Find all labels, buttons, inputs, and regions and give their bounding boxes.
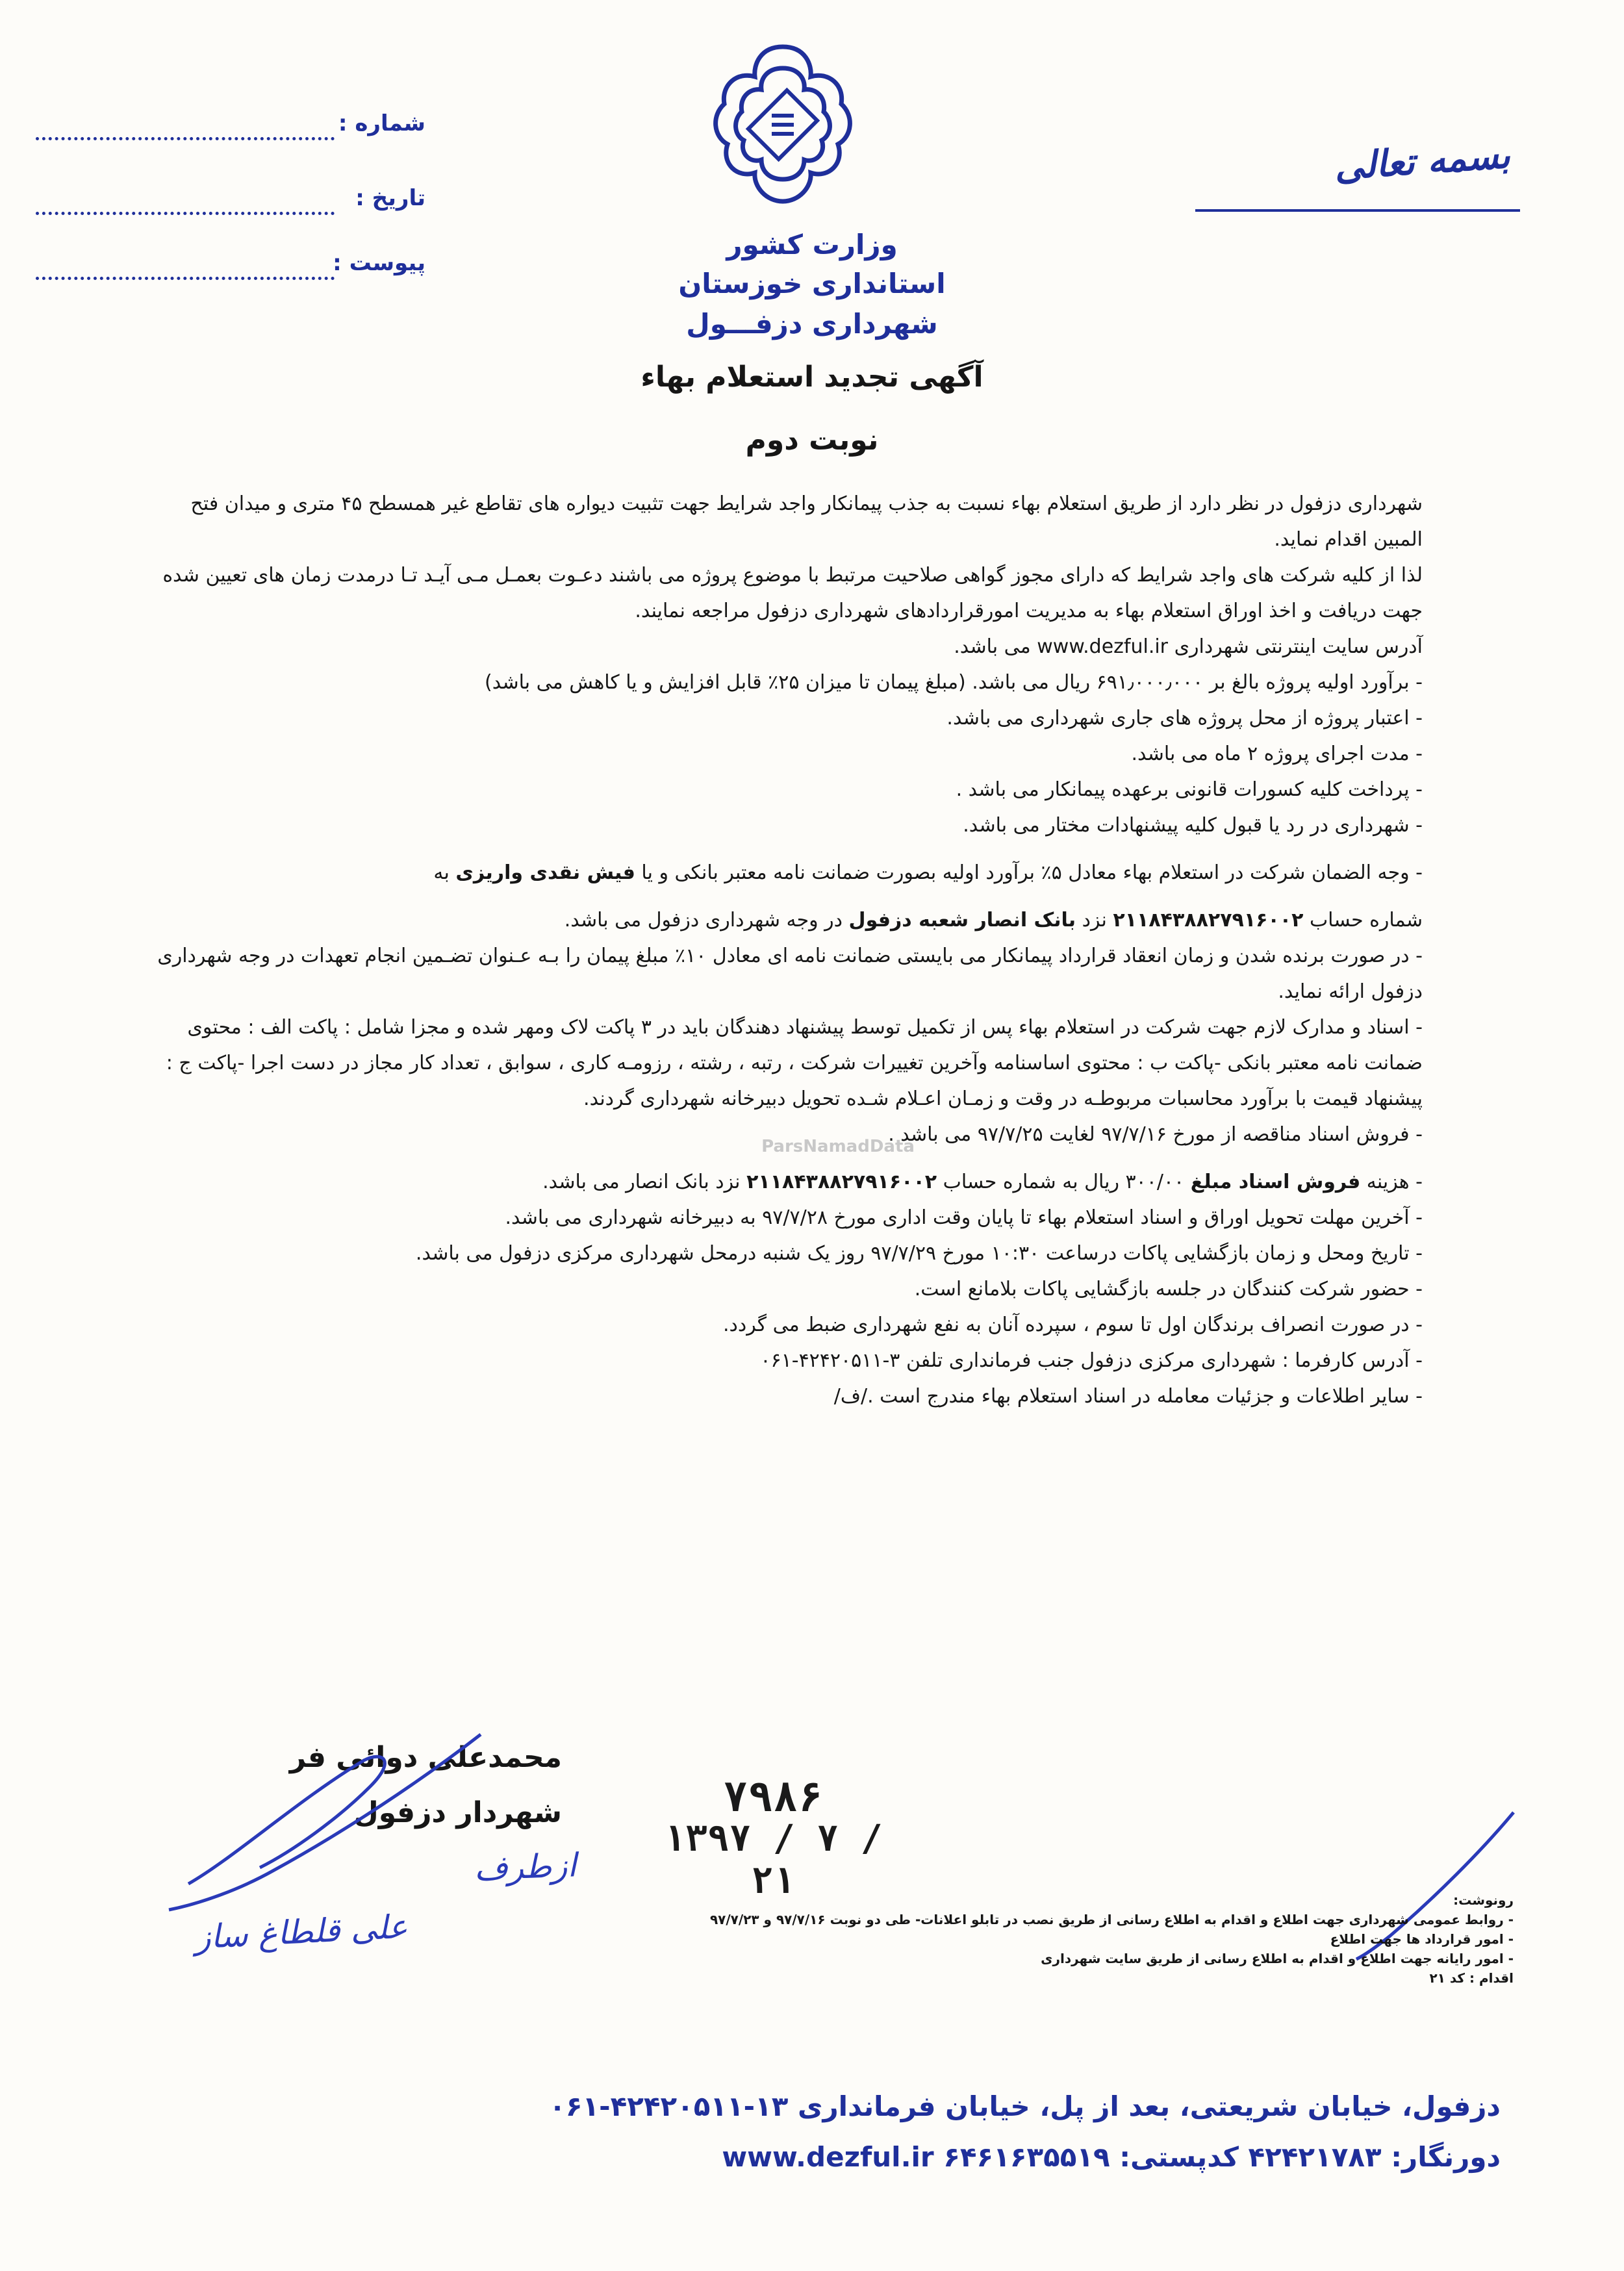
notice-body: [149, 486, 1423, 1414]
date-dots: [36, 212, 335, 215]
fee-amount: ۳۰۰/۰۰ ریال به شماره حساب: [943, 1171, 1185, 1193]
registration-number: ۷۹۸۶: [722, 1773, 824, 1821]
footer-fax-postal: دورنگار: ۴۲۴۲۱۷۸۳ کدپستی: ۶۴۶۱۶۳۵۵۱۹ www.dezful.ir: [722, 2141, 1501, 2173]
cc-it: - امور رایانه جهت اطلاع و اقدام به اطلاع رسانی از طریق سایت شهرداری: [1041, 1951, 1514, 1966]
cc-action-code: اقدام : کد ۲۱: [1429, 1970, 1514, 1986]
bullet-fee: [149, 1164, 1423, 1200]
guarantee-text: - وجه الضمان شرکت در استعلام بهاء معادل ۵٪ برآورد اولیه بصورت ضمانت نامه معتبر بانکی و یا: [641, 861, 1423, 884]
attachment-label: پیوست :: [333, 250, 425, 276]
signatory-title: شهردار دزفول: [353, 1796, 562, 1829]
attachment-dots: [36, 277, 335, 280]
bullet-guarantee: [149, 855, 1423, 891]
bullet-employer-address: - آدرس کارفرما : شهرداری مرکزی دزفول جنب فرمانداری تلفن ۳-۴۲۴۲۰۵۱۱-۰۶۱: [760, 1349, 1423, 1372]
bullet-deductions: - پرداخت کلیه کسورات قانونی برعهده پیمانکار می باشد .: [956, 778, 1423, 801]
ministry-line: وزارت کشور: [726, 229, 898, 260]
signature-scribble-icon: [149, 1721, 487, 1916]
number-field: [36, 110, 425, 149]
bism-underline: [1195, 209, 1520, 212]
logo-emblem-icon: [708, 39, 857, 214]
guarantee-to: به: [433, 861, 450, 884]
number-label: شماره :: [338, 110, 425, 136]
handwritten-on-behalf: ازطرف: [474, 1846, 577, 1888]
bullet-opening: - تاریخ ومحل و زمان بازگشایی پاکات درساعت ۱۰:۳۰ مورخ ۹۷/۷/۲۹ روز یک شنبه درمحل شهرداری مرکزی دزفول می باشد.: [415, 1242, 1423, 1265]
footer-address: دزفول، خیابان شریعتی، بعد از پل، خیابان فرمانداری ۱۳-۴۲۴۲۰۵۱۱-۰۶۱: [549, 2090, 1501, 2122]
bullet-attendance: - حضور شرکت کنندگان در جلسه بازگشایی پاکات بلامانع است.: [914, 1278, 1423, 1300]
fee-tail: نزد بانک انصار می باشد.: [542, 1171, 741, 1193]
cc-heading: رونوشت:: [1453, 1892, 1514, 1908]
handwritten-name: علی قلطاغ ساز: [194, 1907, 409, 1957]
fee-bold: فروش اسناد مبلغ: [1190, 1171, 1361, 1193]
account-label: شماره حساب: [1309, 909, 1423, 932]
signatory-name: محمدعلی دوائی فر: [289, 1741, 562, 1774]
notice-title: آگهی تجدید استعلام بهاء: [641, 361, 983, 394]
notice-round: نوبت دوم: [745, 424, 879, 457]
bullet-funding: - اعتبار پروژه از محل پروژه های جاری شهرداری می باشد.: [946, 707, 1423, 730]
guarantee-bold: فیش نقدی واریزی: [455, 861, 635, 884]
body-paragraph-2: لذا از کلیه شرکت های واجد شرایط که دارای مجوز گواهی صلاحیت مرتبط با موضوع پروژه می باشند دعـوت بعمـل مـی آیـد تـا درمدت زمان های تعیین شده جهت دریافت و اخذ اوراق استعلام بهاء به مدیریت امورقراردادهای شهرداری دزفول مراجعه نمایند.: [162, 564, 1423, 622]
bullet-deadline: - آخرین مهلت تحویل اوراق و اسناد استعلام بهاء تا پایان وقت اداری مورخ ۹۷/۷/۲۸ به دبیرخانه شهرداری می باشد.: [505, 1206, 1423, 1229]
cc-list: [279, 1890, 1514, 1988]
bullet-performance-bond: - در صورت برنده شدن و زمان انعقاد قرارداد پیمانکار می بایستی ضمانت نامه ای معادل ۱۰٪ مبلغ پیمان را بـه عـنوان تضـمین انجام تعهدات در وجه شهرداری دزفول ارائه نماید.: [157, 945, 1423, 1003]
cc-contracts: - امور قرارداد ها جهت اطلاع: [1330, 1931, 1514, 1947]
bullet-account: [149, 902, 1423, 938]
attachment-field: [36, 250, 425, 289]
bism-heading: بسمه تعالی: [1333, 133, 1512, 189]
cc-public-relations: - روابط عمومی شهرداری جهت اطلاع و اقدام به اطلاع رسانی از طریق نصب در تابلو اعلانات- طی دو نوبت ۹۷/۷/۱۶ و ۹۷/۷/۲۳: [709, 1912, 1514, 1927]
date-label: تاریخ :: [355, 185, 425, 211]
watermark: ParsNamadData: [761, 1137, 915, 1156]
bullet-withdrawal: - در صورت انصراف برندگان اول تا سوم ، سپرده آنان به نفع شهرداری ضبط می گردد.: [722, 1313, 1423, 1336]
bullet-discretion: - شهرداری در رد یا قبول کلیه پیشنهادات مختار می باشد.: [963, 814, 1423, 837]
province-line: استانداری خوزستان: [678, 268, 946, 299]
number-dots: [36, 137, 335, 140]
bank-branch: بانک انصار شعبه دزفول: [848, 909, 1076, 932]
bullet-duration: - مدت اجرای پروژه ۲ ماه می باشد.: [1131, 742, 1423, 765]
fee-prefix: - هزینه: [1366, 1171, 1423, 1193]
account-at: نزد: [1082, 909, 1107, 932]
date-field: [36, 185, 425, 224]
bullet-estimate: - برآورد اولیه پروژه بالغ بر ۶۹۱٫۰۰۰٫۰۰۰ ریال می باشد. (مبلغ پیمان تا میزان ۲۵٪ قابل افزایش و یا کاهش می باشد): [485, 671, 1423, 694]
fee-account: ۲۱۱۸۴۳۸۸۲۷۹۱۶۰۰۲: [746, 1171, 937, 1193]
body-paragraph-3: آدرس سایت اینترنتی شهرداری www.dezful.ir می باشد.: [954, 635, 1423, 658]
bullet-sale-dates: - فروش اسناد مناقصه از مورخ ۹۷/۷/۱۶ لغایت ۹۷/۷/۲۵ می باشد .: [888, 1123, 1423, 1146]
municipality-line: شهرداری دزفـــول: [686, 308, 938, 340]
registration-date: ۱۳۹۷ / ۷ / ۲۱: [663, 1818, 883, 1902]
account-number: ۲۱۱۸۴۳۸۸۲۷۹۱۶۰۰۲: [1113, 909, 1304, 932]
bullet-other-info: - سایر اطلاعات و جزئیات معامله در اسناد استعلام بهاء مندرج است ./ف/: [833, 1385, 1423, 1408]
body-paragraph-1: شهرداری دزفول در نظر دارد از طریق استعلام بهاء نسبت به جذب پیمانکار واجد شرایط جهت تثبیت دیواره های تقاطع غیر همسطح ۴۵ متری و میدان فتح المبین اقدام نماید.: [190, 492, 1423, 551]
municipality-logo: [708, 39, 857, 214]
bullet-envelopes: - اسناد و مدارک لازم جهت شرکت در استعلام بهاء پس از تکمیل توسط پیشنهاد دهندگان باید در ۳ پاکت لاک ومهر شده و مجزا شامل : پاکت الف : محتوی ضمانت نامه معتبر بانکی -پاکت ب : محتوی اساسنامه وآخرین تغییرات شرکت ، رتبه ، رشته ، رزومـه کاری ، سوابق ، تعداد کار مجاز در دست اجرا -پاکت ج : پیشنهاد قیمت با برآورد محاسبات مربوطـه در وقت و زمـان اعـلام شـده تحویل دبیرخانه شهرداری گردند.: [166, 1016, 1423, 1110]
registration-stamp: [637, 1773, 909, 1902]
account-tail: در وجه شهرداری دزفول می باشد.: [564, 909, 843, 932]
